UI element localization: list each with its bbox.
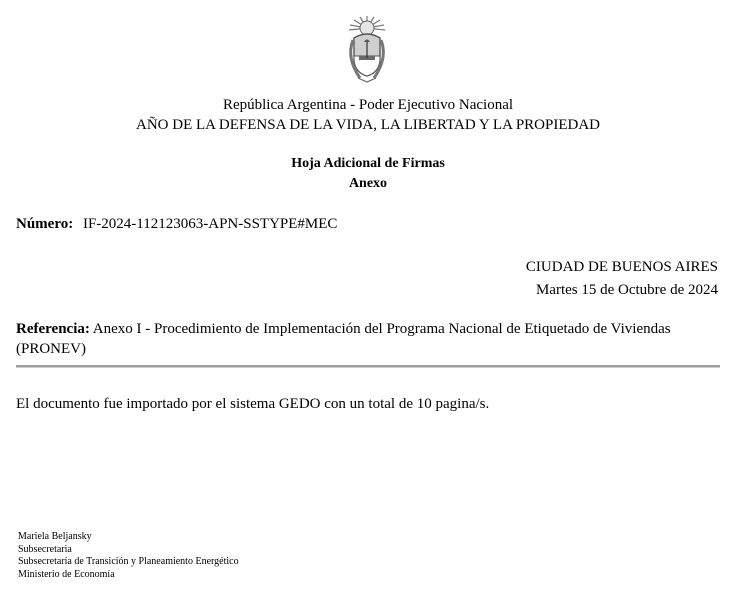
reference-text: Anexo I - Procedimiento de Implementación del Programa Nacional de Etiquetado de Viviendas (PRONEV)	[16, 321, 671, 357]
city-line: CIUDAD DE BUENOS AIRES	[525, 259, 718, 275]
reference-label: Referencia:	[16, 321, 90, 337]
issuer-heading: República Argentina - Poder Ejecutivo Nacional	[222, 97, 514, 113]
signer-name: Mariela Beljansky	[18, 531, 92, 542]
date-line: Martes 15 de Octubre de 2024	[535, 282, 718, 298]
document-subtype-title: Anexo	[348, 176, 388, 191]
year-motto: AÑO DE LA DEFENSA DE LA VIDA, LA LIBERTAD Y LA PROPIEDAD	[135, 117, 600, 133]
body-paragraph: El documento fue importado por el sistema GEDO con un total de 10 pagina/s.	[16, 396, 490, 412]
signer-office: Subsecretaría de Transición y Planeamiento Energético	[18, 556, 239, 567]
section-divider	[16, 365, 720, 368]
signer-position: Subsecretaria	[18, 543, 72, 555]
national-coat-of-arms-icon	[340, 14, 394, 84]
document-type-title: Hoja Adicional de Firmas	[291, 156, 445, 171]
document-number-row	[16, 216, 337, 233]
sun-icon	[360, 21, 374, 35]
document-number: IF-2024-112123063-APN-SSTYPE#MEC	[82, 216, 338, 232]
reference-block	[16, 319, 720, 359]
signer-ministry: Ministerio de Economía	[18, 568, 115, 580]
signature-block	[18, 531, 239, 581]
number-label: Número:	[16, 216, 74, 232]
